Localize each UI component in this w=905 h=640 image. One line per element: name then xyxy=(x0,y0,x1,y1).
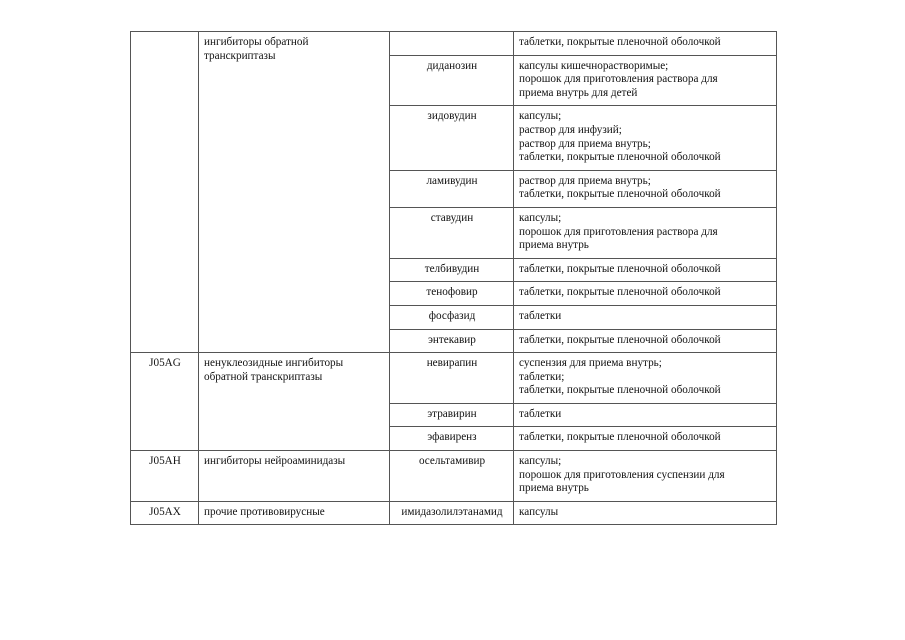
drug-name-cell xyxy=(390,170,514,207)
dosage-form-cell xyxy=(514,32,777,56)
drug-name-cell xyxy=(390,353,514,404)
drug-name-cell xyxy=(390,55,514,106)
drug-name-cell xyxy=(390,501,514,525)
dosage-form-line: капсулы xyxy=(519,505,559,518)
drug-name: этравирин xyxy=(427,407,477,420)
dosage-form-line: таблетки xyxy=(519,407,562,420)
dosage-form-line: таблетки xyxy=(519,309,562,322)
group-name-line: ингибиторы обратной xyxy=(204,36,309,48)
dosage-form-line: раствор для приема внутрь; xyxy=(519,137,651,150)
dosage-form-cell xyxy=(514,403,777,427)
dosage-form-cell xyxy=(514,305,777,329)
dosage-form-line: таблетки, покрытые пленочной оболочкой xyxy=(519,286,721,299)
dosage-form-line: таблетки, покрытые пленочной оболочкой xyxy=(519,384,721,397)
group-name-line: прочие противовирусные xyxy=(204,505,325,518)
group-cell xyxy=(199,32,390,353)
drug-name-cell xyxy=(390,106,514,170)
drug-name: ламивудин xyxy=(426,174,478,187)
dosage-form-line: таблетки, покрытые пленочной оболочкой xyxy=(519,262,721,275)
dosage-form-line: таблетки, покрытые пленочной оболочкой xyxy=(519,151,721,164)
drug-name-cell xyxy=(390,329,514,353)
drug-name-cell xyxy=(390,258,514,282)
atc-code: J05AX xyxy=(149,505,181,518)
drug-name: телбивудин xyxy=(424,262,480,275)
dosage-form-line: суспензия для приема внутрь; xyxy=(519,357,662,370)
drug-name-cell xyxy=(390,451,514,502)
dosage-form-line: таблетки, покрытые пленочной оболочкой xyxy=(519,333,721,346)
atc-code-cell xyxy=(131,353,199,451)
dosage-form-line: капсулы; xyxy=(519,455,562,468)
drug-name: диданозин xyxy=(426,59,478,72)
dosage-form-cell xyxy=(514,106,777,170)
group-cell xyxy=(199,353,390,451)
dosage-form-line: таблетки, покрытые пленочной оболочкой xyxy=(519,188,721,201)
drug-name: эфавиренз xyxy=(427,431,477,444)
dosage-form-line: приема внутрь xyxy=(519,239,589,252)
atc-code-cell xyxy=(131,32,199,353)
dosage-form-cell xyxy=(514,353,777,404)
dosage-form-cell xyxy=(514,170,777,207)
drug-name: энтекавир xyxy=(428,333,476,346)
atc-code: J05AH xyxy=(149,455,181,468)
drug-name: невирапин xyxy=(426,357,478,370)
drug-name-cell xyxy=(390,32,514,56)
dosage-form-cell xyxy=(514,451,777,502)
drug-name: зидовудин xyxy=(427,110,477,123)
dosage-form-cell xyxy=(514,501,777,525)
table-row xyxy=(131,32,777,56)
group-name-line: ингибиторы нейроаминидазы xyxy=(204,455,346,468)
drug-name-cell xyxy=(390,305,514,329)
dosage-form-cell xyxy=(514,258,777,282)
atc-code-cell xyxy=(131,501,199,525)
drug-name: ставудин xyxy=(430,211,474,224)
dosage-form-line: капсулы; xyxy=(519,211,562,224)
table-row xyxy=(131,353,777,404)
dosage-form-line: раствор для приема внутрь; xyxy=(519,174,651,187)
dosage-form-cell xyxy=(514,427,777,451)
dosage-form-line: капсулы; xyxy=(519,110,562,123)
table-row xyxy=(131,451,777,502)
group-name-line: ненуклеозидные ингибиторы xyxy=(204,357,344,370)
dosage-form-cell xyxy=(514,329,777,353)
dosage-form-line: приема внутрь xyxy=(519,482,589,495)
drug-table xyxy=(130,31,777,525)
group-name-line: обратной транскриптазы xyxy=(204,370,323,383)
drug-name: тенофовир xyxy=(426,286,478,299)
dosage-form-line: раствор для инфузий; xyxy=(519,123,622,136)
drug-name-cell xyxy=(390,427,514,451)
dosage-form-line: приема внутрь для детей xyxy=(519,86,638,99)
dosage-form-line: порошок для приготовления раствора для xyxy=(519,73,718,86)
dosage-form-line: таблетки, покрытые пленочной оболочкой xyxy=(519,36,721,48)
dosage-form-line: таблетки; xyxy=(519,370,565,383)
dosage-form-line: порошок для приготовления раствора для xyxy=(519,225,718,238)
atc-code-cell xyxy=(131,451,199,502)
dosage-form-cell xyxy=(514,55,777,106)
drug-name: имидазолилэтанамид xyxy=(401,505,503,518)
table-row xyxy=(131,501,777,525)
group-cell xyxy=(199,451,390,502)
drug-name-cell xyxy=(390,282,514,306)
dosage-form-line: капсулы кишечнорастворимые; xyxy=(519,59,669,72)
dosage-form-line: порошок для приготовления суспензии для xyxy=(519,468,725,481)
drug-name: фосфазид xyxy=(428,309,476,322)
dosage-form-line: таблетки, покрытые пленочной оболочкой xyxy=(519,431,721,444)
drug-name-cell xyxy=(390,403,514,427)
dosage-form-cell xyxy=(514,282,777,306)
group-cell xyxy=(199,501,390,525)
group-name-line: транскриптазы xyxy=(204,49,276,62)
atc-code: J05AG xyxy=(149,357,181,370)
drug-name-cell xyxy=(390,207,514,258)
drug-name: осельтамивир xyxy=(418,455,486,468)
dosage-form-cell xyxy=(514,207,777,258)
